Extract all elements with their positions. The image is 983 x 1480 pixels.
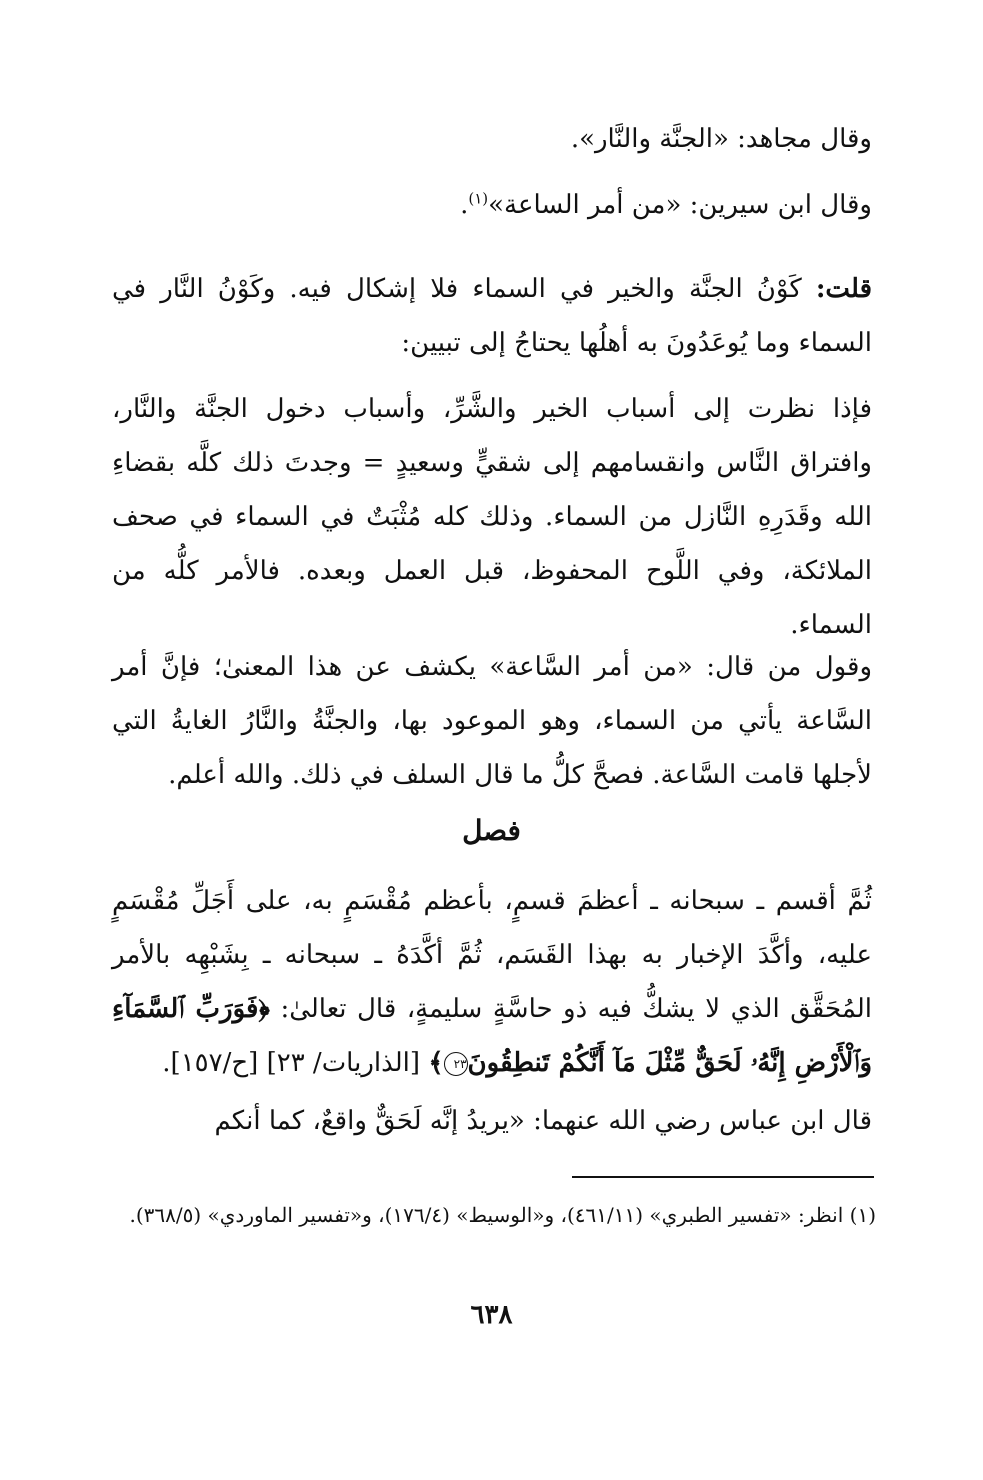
line-ibn-sirin bbox=[112, 178, 872, 232]
line-end-dot: . bbox=[460, 190, 469, 220]
causes-text: فإذا نظرت إلى أسباب الخير والشَّرِّ، وأسباب دخول الجنَّة والنَّار، وافتراق النَّاس وانقسامهم إلى شقيٍّ وسعيدٍ = وجدتَ ذلك كلَّه بقضاءِ الله وقَدَرِهِ النَّازل من السماء. وذلك كله مُثْبَتٌ في السماء في صحف الملائكة، وفي اللَّوح المحفوظ، قبل العمل وبعده. فالأمر كلُّه من السماء. bbox=[112, 394, 872, 640]
hour-text: وقول من قال: «من أمر السَّاعة» يكشف عن هذا المعنىٰ؛ فإنَّ أمر السَّاعة يأتي من السماء، وهو الموعود بها، والجنَّةُ والنَّارُ الغايةُ التي لأجلها قامت السَّاعة. فصحَّ كلُّ ما قال السلف في ذلك. والله أعلم. bbox=[112, 652, 872, 790]
paragraph-oath bbox=[112, 874, 872, 1090]
section-heading: فصل bbox=[462, 814, 521, 847]
footnote-text: (١) انظر: «تفسير الطبري» (٤٦١/١١)، و«الوسيط» (١٧٦/٤)، و«تفسير الماوردي» (٣٦٨/٥). bbox=[129, 1203, 876, 1227]
oath-text: ثُمَّ أقسم ـ سبحانه ـ أعظمَ قسمٍ، بأعظم مُقْسَمٍ به، على أَجَلِّ مُقْسَمٍ عليه، وأكَّدَ الإخبار به بهذا القَسَم، ثُمَّ أكَّدَهُ ـ سبحانه ـ بِشَبْهِه بالأمر المُحَقَّق الذي لا يشكُّ فيه ذو حاسَّةٍ سليمةٍ، قال تعالىٰ: bbox=[112, 886, 873, 1024]
footnote-marker[interactable]: (١) bbox=[468, 189, 489, 208]
mujahid-quote: وقال مجاهد: «الجنَّة والنَّار». bbox=[570, 124, 872, 154]
paragraph-hour bbox=[112, 640, 872, 802]
footnote-divider bbox=[572, 1176, 874, 1178]
paragraph-qultu bbox=[112, 262, 872, 370]
qultu-text: كَوْنُ الجنَّة والخير في السماء فلا إشكال فيه. وكَوْنُ النَّار في السماء وما يُوعَدُونَ به أهلُها يحتاجُ إلى تبيين: bbox=[112, 274, 872, 358]
ibn-sirin-quote: وقال ابن سيرين: «من أمر الساعة» bbox=[488, 190, 872, 220]
paragraph-ibn-abbas bbox=[112, 1094, 872, 1148]
verse-reference: [الذاريات/ ٢٣] [ح/١٥٧]. bbox=[162, 1048, 429, 1078]
ayah-number-icon: ٢٣ bbox=[444, 1052, 468, 1076]
qultu-label: قلت: bbox=[815, 274, 872, 304]
line-mujahid bbox=[112, 112, 872, 166]
paragraph-causes bbox=[112, 382, 872, 652]
verse-close-bracket: ﴾ bbox=[428, 1048, 444, 1078]
page-number: ٦٣٨ bbox=[470, 1300, 513, 1330]
ibn-abbas-text: قال ابن عباس رضي الله عنهما: «يريدُ إنَّه لَحَقٌّ واقعٌ، كما أنكم bbox=[214, 1106, 872, 1136]
quran-verse: ﴿فَوَرَبِّ ٱلسَّمَآءِ وَٱلْأَرْضِ إِنَّهُۥ لَحَقٌّ مِّثْلَ مَآ أَنَّكُمْ تَنطِقُونَ bbox=[112, 994, 872, 1078]
